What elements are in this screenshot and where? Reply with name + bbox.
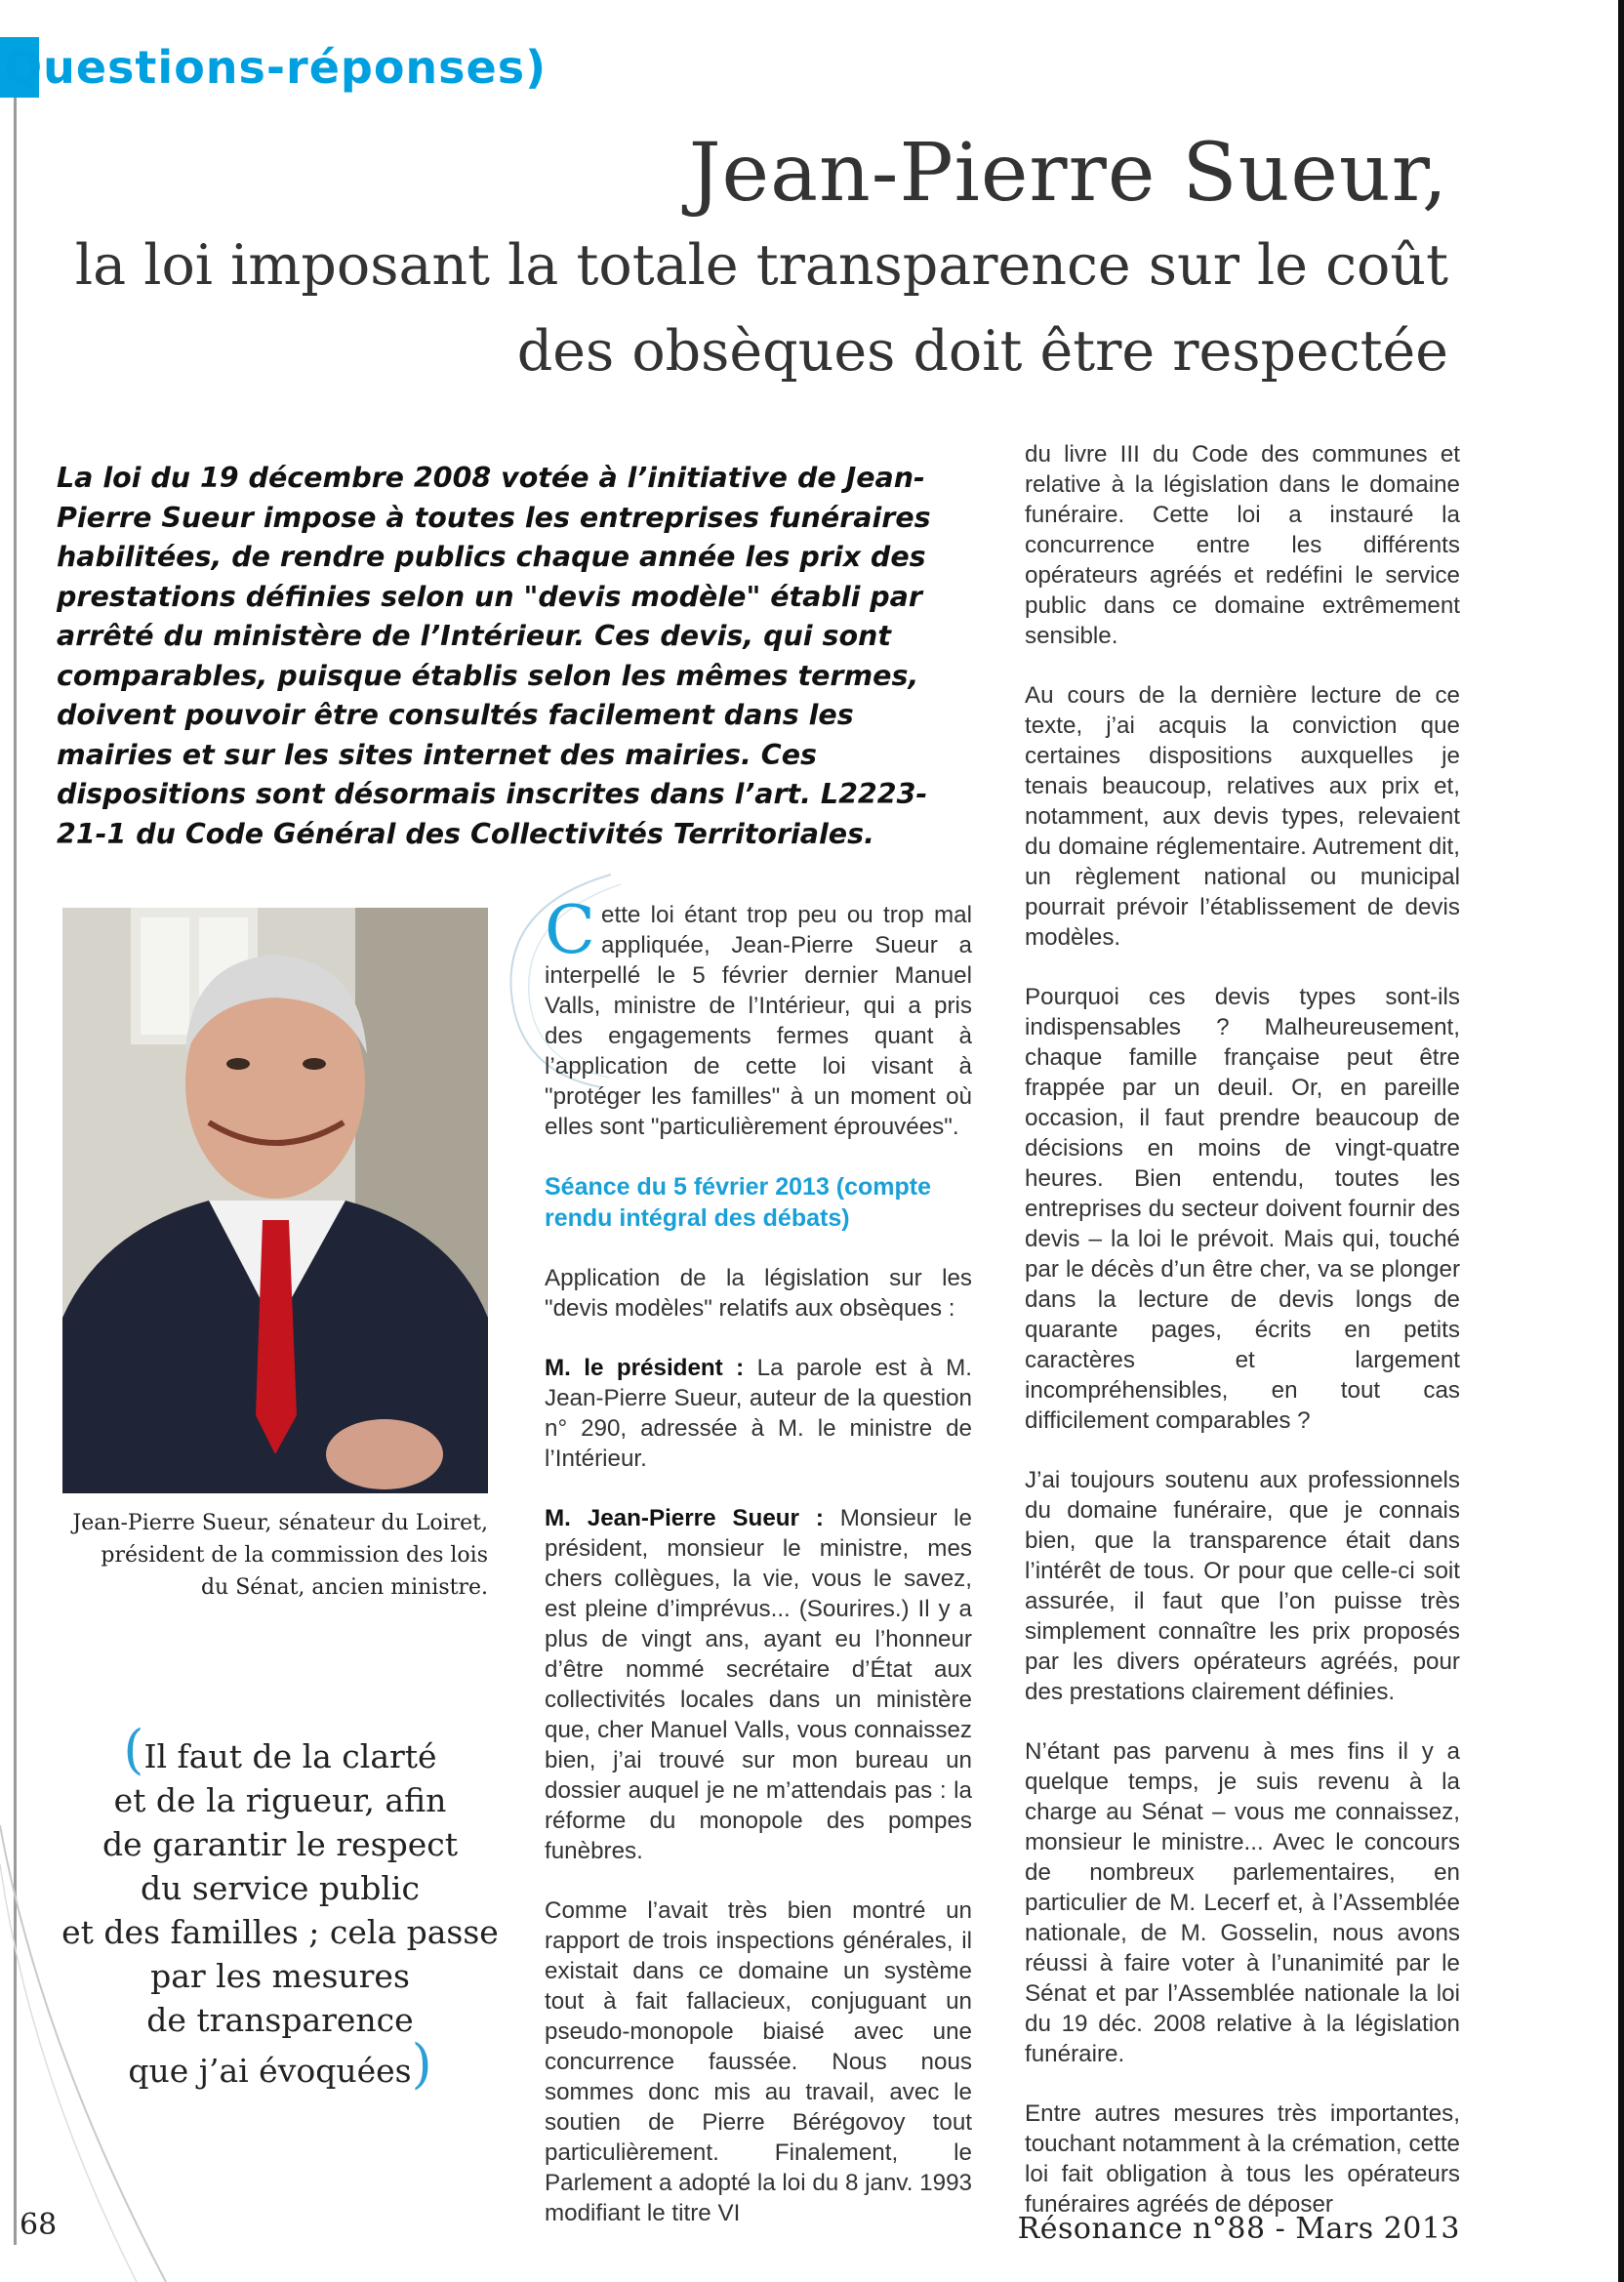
paragraph: N’étant pas parvenu à mes fins il y a quelque temps, je suis revenu à la charge au Sénat – vous me connaissez, monsieur le ministre... Avec le concours de nombreux parlementaires, en particulier de M. Lecerf et, à l’Assemblée nationale, de M. Gosselin, nous avons réussi à faire voter à l’unanimité par le Sénat et par l’Assemblée nationale la loi du 19 déc. 2008 relative à la législation funéraire.	[1025, 1738, 1460, 2067]
headline-sub-line2: des obsèques doit être respectée	[516, 319, 1448, 384]
article-lede: La loi du 19 décembre 2008 votée à l’initiative de Jean-Pierre Sueur impose à toutes les entreprises funéraires habilitées, de rendre publics chaque année les prix des prestations définies selon un "devis modèle" établi par arrêté du ministère de l’Intérieur. Ces devis, qui sont comparables, puisque établis selon les mêmes termes, doivent pouvoir être consultés facilement dans les mairies et sur les sites internet des mairies. Ces dispositions sont désormais inscrites dans l’art. L2223-21-1 du Code Général des Collectivités Territoriales.	[57, 462, 931, 850]
article-headline	[33, 125, 1448, 394]
pullquote-line: par les mesures	[150, 1957, 410, 1995]
paragraph: Entre autres mesures très importantes, touchant notamment à la crémation, cette loi fait obligation à tous les opérateurs funéraires agréés de déposer	[1025, 2100, 1460, 2218]
paragraph: Pourquoi ces devis types sont-ils indispensables ? Malheureusement, chaque famille française peut être frappée par un deuil. Or, en pareille occasion, il faut prendre beaucoup de décisions en moins de vingt-quatre heures. Bien entendu, toutes les entreprises du secteur doivent fournir des devis – la loi le prévoit. Mais qui, touché par le décès d’un être cher, va se plonger dans la lecture de devis longs de quarante pages, écrits en petits caractères et largement incompréhensibles, en tout cas difficilement comparables ?	[1025, 984, 1460, 1434]
headline-name: Jean-Pierre Sueur,	[688, 127, 1448, 220]
caption-line: président de la commission des lois	[101, 1543, 488, 1568]
paragraph: Comme l’avait très bien montré un rapport de trois inspections générales, il existait dans ce domaine un système tout à fait fallacieux, conjuguant un pseudo-monopole biaisé avec une concurrence faussée. Nous nous sommes donc mis au travail, avec le soutien de Pierre Bérégovoy tout particulièrement. Finalement, le Parlement a adopté la loi du 8 janv. 1993 modifiant le titre VI	[545, 1897, 972, 2226]
pullquote-line: et de la rigueur, afin	[113, 1781, 447, 1819]
photo-caption	[62, 1507, 488, 1604]
page-edge	[1618, 0, 1624, 2282]
paragraph: Au cours de la dernière lecture de ce texte, j’ai acquis la conviction que certaines dispositions auxquelles je tenais beaucoup, relatives aux prix et, notamment, aux devis types, relevaient du domaine réglementaire. Autrement dit, un règlement national ou municipal pourrait prévoir l’établissement de devis modèles.	[1025, 682, 1460, 951]
open-quote-mark-icon: (	[123, 1719, 144, 1780]
pullquote-line: que j’ai évoquées	[128, 2052, 412, 2090]
paragraph	[545, 1353, 972, 1474]
paragraph: J’ai toujours soutenu aux professionnels du domaine funéraire, que je connais bien, que la transparence était dans l’intérêt de tous. Or pour que celle-ci soit assurée, il faut que l’on puisse très simplement connaître les prix proposés par les divers opérateurs agréés, pour des prestations clairement définies.	[1025, 1467, 1460, 1705]
headline-sub-line1: la loi imposant la totale transparence sur le coût	[74, 233, 1448, 298]
article-column-middle	[545, 892, 972, 2258]
speaker-text: Monsieur le président, monsieur le ministre, mes chers collègues, la vie, vous le savez, est pleine d’imprévus... (Sourires.) Il y a plus de vingt ans, ayant eu l’honneur d’être nommé secrétaire d’État aux collectivités locales dans un ministère que, cher Manuel Valls, vous connaissez bien, j’ai trouvé sur mon bureau un dossier auquel je ne m’attendais pas : la réforme du monopole des pompes funèbres.	[545, 1505, 972, 1864]
caption-line: du Sénat, ancien ministre.	[200, 1575, 488, 1600]
speaker-label: M. Jean-Pierre Sueur :	[545, 1505, 824, 1531]
pullquote-line: de transparence	[146, 2001, 414, 2039]
portrait-photo	[62, 908, 488, 1493]
section-label: Questions-réponses)	[4, 41, 548, 94]
pullquote-line: et des familles ; cela passe	[61, 1913, 499, 1951]
caption-line: Jean-Pierre Sueur, sénateur du Loiret,	[72, 1511, 488, 1535]
pull-quote	[61, 1719, 500, 2095]
session-subheading: Séance du 5 février 2013 (compte rendu intégral des débats)	[545, 1173, 932, 1232]
section-tag	[0, 37, 564, 98]
page-number: 68	[20, 2208, 58, 2242]
speaker-label: M. le président :	[545, 1355, 745, 1381]
pullquote-line: de garantir le respect	[102, 1825, 458, 1863]
paragraph: du livre III du Code des communes et relative à la législation dans le domaine funéraire. Cette loi a instauré la concurrence entre les différents opérateurs agréés et redéfini le service public dans ce domaine extrêmement sensible.	[1025, 441, 1460, 649]
pullquote-line: Il faut de la clarté	[143, 1737, 437, 1775]
issue-footer: Résonance n°88 - Mars 2013	[1017, 2212, 1460, 2246]
paragraph	[545, 1503, 972, 1866]
paragraph: Application de la législation sur les "devis modèles" relatifs aux obsèques :	[545, 1265, 972, 1322]
speaker-text: La parole est à M. Jean-Pierre Sueur, auteur de la question n° 290, adressée à M. le ministre de l’Intérieur.	[545, 1355, 972, 1472]
pullquote-line: du service public	[141, 1869, 420, 1907]
intro-paragraph	[545, 892, 972, 1142]
intro-text: ette loi étant trop peu ou trop mal appliquée, Jean-Pierre Sueur a interpellé le 5 février dernier Manuel Valls, ministre de l’Intérieur, qui a pris des engagements fermes quant à l’application de cette loi visant à "protéger les familles" à un moment où elles sont "particulièrement éprouvées".	[545, 902, 972, 1140]
drop-cap: C	[545, 892, 596, 969]
close-quote-mark-icon: )	[411, 2033, 432, 2095]
article-column-right	[1025, 439, 1460, 2249]
